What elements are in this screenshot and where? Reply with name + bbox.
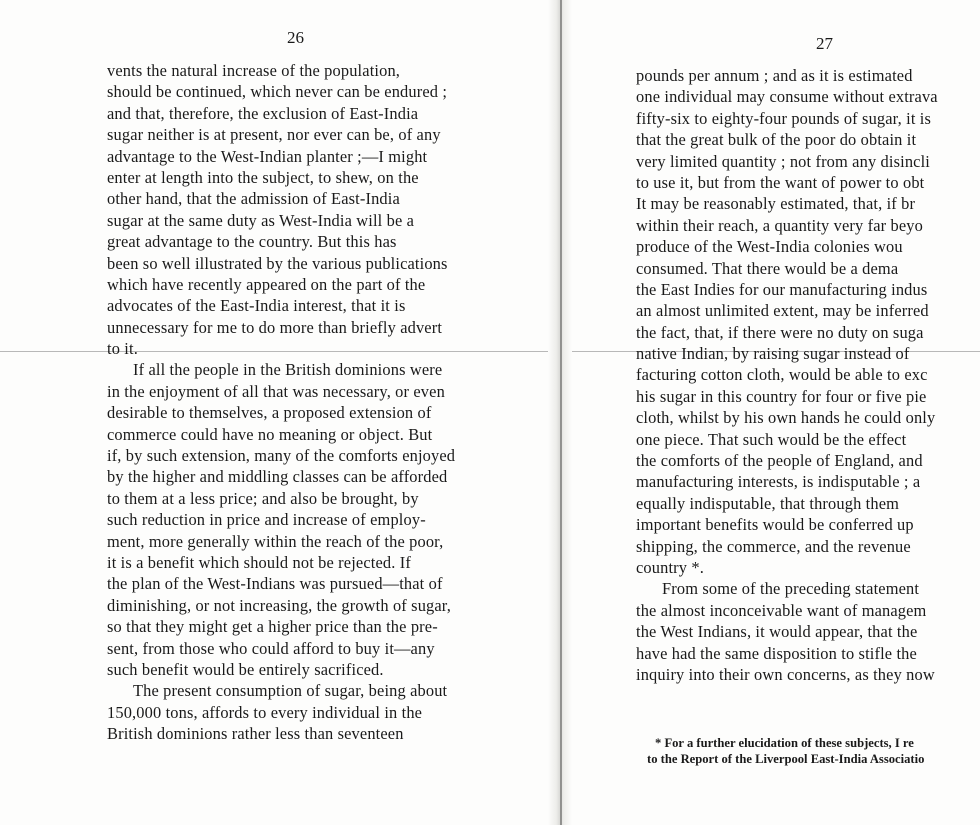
text-line: British dominions rather less than seventeen [107,724,404,744]
right-page-body [636,65,938,685]
text-line: such benefit would be entirely sacrificed. [107,659,384,679]
text-line: inquiry into their own concerns, as they now [636,664,935,684]
text-line: important benefits would be conferred up [636,515,914,535]
text-line: that the great bulk of the poor do obtain it [636,130,917,150]
right-page [572,0,980,825]
gutter-binding-line [560,0,562,825]
text-line: it is a benefit which should not be rejected. If [107,552,411,572]
footnote-line: * For a further elucidation of these subjects, I re [655,736,914,750]
text-line: other hand, that the admission of East-India [107,189,400,209]
text-line: cloth, whilst by his own hands he could only [636,408,936,428]
text-line: and that, therefore, the exclusion of East-India [107,103,419,123]
text-line: the West Indians, it would appear, that the [636,622,918,642]
text-line: have had the same disposition to stifle the [636,643,917,663]
text-line: manufacturing interests, is indisputable ; a [636,472,921,492]
text-line: country *. [636,557,704,577]
text-line: been so well illustrated by the various publications [107,253,448,273]
text-line: the comforts of the people of England, and [636,451,923,471]
text-line: his sugar in this country for four or five pie [636,386,927,406]
text-line: such reduction in price and increase of employ- [107,510,426,530]
text-line: shipping, the commerce, and the revenue [636,536,911,556]
text-line: ment, more generally within the reach of the poor, [107,531,444,551]
text-line: one piece. That such would be the effect [636,429,907,449]
text-line: pounds per annum ; and as it is estimated [636,66,913,85]
text-line: which have recently appeared on the part of the [107,274,426,294]
text-line: advocates of the East-India interest, that it is [107,296,406,316]
footnote-line: to the Report of the Liverpool East-India Associatio [647,752,925,766]
text-line: vents the natural increase of the population, [107,61,401,80]
text-line: an almost unlimited extent, may be inferred [636,301,929,321]
text-line: 150,000 tons, affords to every individual in the [107,702,423,722]
text-line: From some of the preceding statement [662,579,920,599]
text-line: unnecessary for me to do more than briefly advert [107,317,443,337]
text-line: If all the people in the British dominions were [133,360,443,380]
text-line: very limited quantity ; not from any disincli [636,151,930,171]
text-line: in the enjoyment of all that was necessary, or even [107,381,445,401]
text-line: equally indisputable, that through them [636,493,900,513]
text-line: by the higher and middling classes can be afforded [107,467,448,487]
text-line: sugar at the same duty as West-India will be a [107,210,415,230]
page-number-left: 26 [287,28,304,47]
text-line: facturing cotton cloth, would be able to exc [636,365,928,385]
text-line: within their reach, a quantity very far beyo [636,215,923,235]
text-line: so that they might get a higher price than the pre- [107,617,438,637]
text-line: the fact, that, if there were no duty on suga [636,322,924,342]
text-line: one individual may consume without extrava [636,87,938,107]
text-line: enter at length into the subject, to shew, on the [107,167,419,187]
text-line: the almost inconceivable want of managem [636,600,927,620]
text-line: great advantage to the country. But this has [107,232,397,252]
text-line: consumed. That there would be a dema [636,258,899,278]
text-line: sent, from those who could afford to buy it—any [107,638,435,658]
text-line: It may be reasonably estimated, that, if br [636,194,916,214]
text-line: to use it, but from the want of power to obt [636,172,925,192]
text-line: to them at a less price; and also be brought, by [107,488,419,508]
text-line: commerce could have no meaning or object. But [107,424,433,444]
text-line: produce of the West-India colonies wou [636,237,903,257]
text-line: desirable to themselves, a proposed extension of [107,403,432,423]
left-page-body [107,60,455,745]
text-line: The present consumption of sugar, being about [133,681,448,701]
text-line: if, by such extension, many of the comforts enjoyed [107,446,456,466]
text-line: sugar neither is at present, nor ever can be, of any [107,125,441,145]
text-line: native Indian, by raising sugar instead of [636,344,910,364]
text-line: should be continued, which never can be endured ; [107,82,448,102]
text-line: the East Indies for our manufacturing indus [636,279,928,299]
text-line: to it. [107,339,138,359]
footnote [647,735,924,767]
text-line: diminishing, or not increasing, the growth of sugar, [107,595,452,615]
text-line: advantage to the West-Indian planter ;—I might [107,146,428,166]
page-number-right: 27 [816,34,833,53]
text-line: the plan of the West-Indians was pursued—that of [107,574,443,594]
text-line: fifty-six to eighty-four pounds of sugar, it is [636,108,932,128]
